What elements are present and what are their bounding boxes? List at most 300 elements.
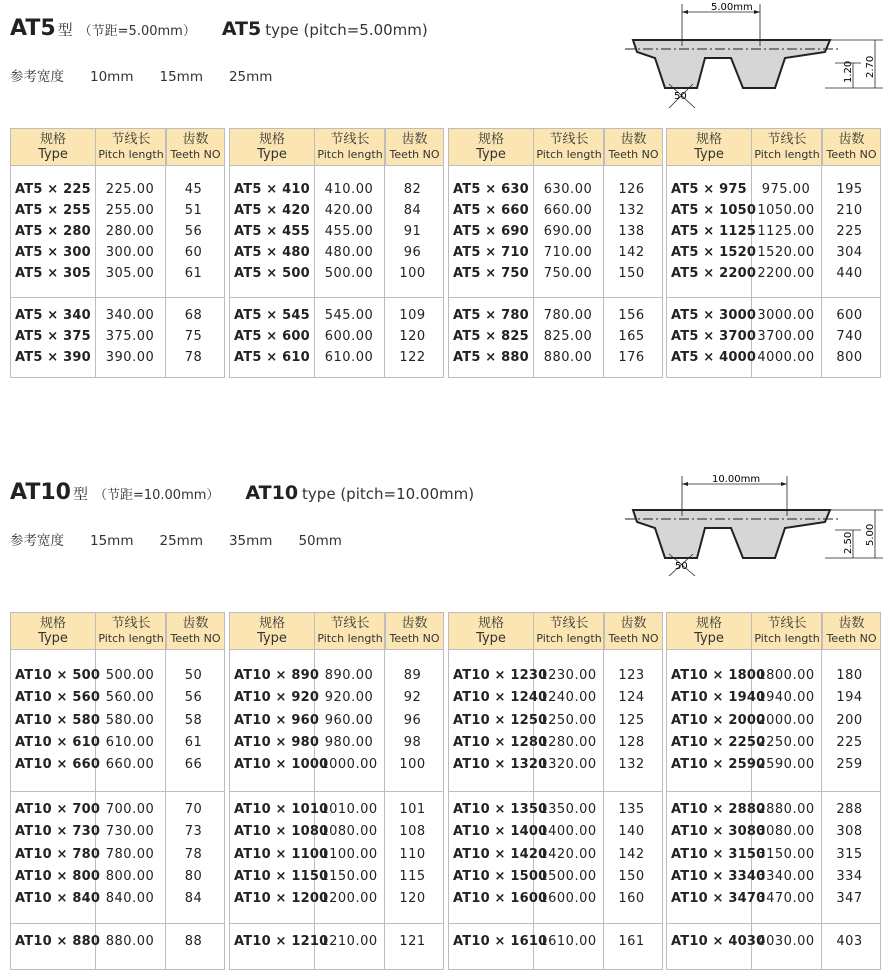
row-pitch-length: 3470.00 xyxy=(757,891,815,907)
row-pitch-length: 560.00 xyxy=(105,690,155,706)
table-row xyxy=(230,844,443,866)
row-pitch-length: 2250.00 xyxy=(757,734,815,750)
row-type: AT5 × 1520 xyxy=(671,245,757,260)
table-row xyxy=(11,200,224,221)
group-divider xyxy=(667,791,880,792)
row-type: AT10 × 1610 xyxy=(453,934,548,949)
at10-widths xyxy=(10,529,368,549)
row-teeth-no: 78 xyxy=(184,350,203,365)
table-row xyxy=(449,665,662,687)
header-type-cn: 规格 xyxy=(695,132,722,147)
row-type: AT5 × 3700 xyxy=(671,329,757,344)
header-teeth-no-cn: 齿数 xyxy=(620,132,647,147)
at5-width: 25mm xyxy=(228,69,273,85)
row-teeth-no: 70 xyxy=(184,802,203,817)
row-type: AT10 × 2000 xyxy=(671,712,766,728)
row-pitch-length: 2200.00 xyxy=(757,266,815,281)
header-type-en: Type xyxy=(476,147,506,162)
row-type: AT10 × 1150 xyxy=(234,868,329,884)
header-type xyxy=(11,129,96,165)
table-row xyxy=(667,221,880,242)
row-teeth-no: 61 xyxy=(184,734,203,750)
row-teeth-no: 123 xyxy=(618,668,645,683)
row-pitch-length: 1940.00 xyxy=(757,690,815,706)
table-row xyxy=(667,687,880,709)
row-pitch-length: 1010.00 xyxy=(320,802,378,817)
table-row xyxy=(11,799,224,821)
row-pitch-length: 660.00 xyxy=(105,757,155,773)
table-row xyxy=(11,710,224,732)
at5-spec-table xyxy=(666,128,881,378)
table-row xyxy=(230,931,443,953)
header-teeth-no-en: Teeth NO xyxy=(389,148,440,161)
table-row xyxy=(230,866,443,888)
table-row xyxy=(230,200,443,221)
table-row xyxy=(667,242,880,263)
table-row xyxy=(230,263,443,284)
row-teeth-no: 50 xyxy=(184,668,203,683)
table-row xyxy=(11,931,224,953)
group-divider xyxy=(449,791,662,792)
table-row xyxy=(449,866,662,888)
at10-width: 15mm xyxy=(90,533,134,549)
at5-widths xyxy=(10,65,298,85)
at5-title-en: type (pitch=5.00mm) xyxy=(265,21,428,39)
row-pitch-length: 710.00 xyxy=(543,245,593,260)
header-pitch-length-cn: 节线长 xyxy=(111,132,151,147)
at10-spec-table xyxy=(448,612,663,970)
at5-diagram-h1: 1.20 xyxy=(843,60,854,83)
table-row xyxy=(449,200,662,221)
row-type: AT5 × 480 xyxy=(234,245,310,260)
row-teeth-no: 78 xyxy=(184,846,203,862)
row-pitch-length: 255.00 xyxy=(105,203,155,218)
table-row xyxy=(667,665,880,687)
table-row xyxy=(11,754,224,776)
table-row xyxy=(230,710,443,732)
row-pitch-length: 1280.00 xyxy=(539,734,597,750)
at5-widths-label: 参考宽度 xyxy=(10,69,64,85)
header-type-en: Type xyxy=(694,147,724,162)
at10-diagram-pitch: 10.00mm xyxy=(712,474,761,485)
row-type: AT10 × 3340 xyxy=(671,868,766,884)
row-teeth-no: 45 xyxy=(184,182,203,197)
row-type: AT10 × 780 xyxy=(15,846,101,862)
header-type xyxy=(11,613,96,649)
header-pitch-length-cn: 节线长 xyxy=(767,132,807,147)
table-row xyxy=(667,305,880,326)
table-row xyxy=(667,326,880,347)
row-teeth-no: 195 xyxy=(836,182,863,197)
row-type: AT5 × 780 xyxy=(453,308,529,323)
table-row xyxy=(11,732,224,754)
header-teeth-no xyxy=(605,613,662,649)
row-teeth-no: 156 xyxy=(618,308,645,323)
row-teeth-no: 135 xyxy=(618,802,645,817)
at5-title-cn: 型 xyxy=(57,21,73,39)
group-divider xyxy=(230,297,443,298)
row-type: AT10 × 3470 xyxy=(671,891,766,907)
row-type: AT5 × 630 xyxy=(453,182,529,197)
header-pitch-length xyxy=(534,613,605,649)
row-pitch-length: 1200.00 xyxy=(320,891,378,907)
group-divider xyxy=(230,923,443,924)
row-type: AT5 × 390 xyxy=(15,350,91,365)
row-teeth-no: 100 xyxy=(399,757,426,773)
row-type: AT10 × 500 xyxy=(15,668,101,683)
row-pitch-length: 1150.00 xyxy=(320,868,378,884)
row-teeth-no: 91 xyxy=(403,224,422,239)
header-pitch-length xyxy=(96,129,167,165)
row-pitch-length: 3700.00 xyxy=(757,329,815,344)
row-teeth-no: 740 xyxy=(836,329,863,344)
row-pitch-length: 4030.00 xyxy=(757,934,815,949)
row-teeth-no: 125 xyxy=(618,712,645,728)
row-type: AT5 × 690 xyxy=(453,224,529,239)
table-header xyxy=(11,129,224,166)
table-row xyxy=(449,242,662,263)
row-pitch-length: 480.00 xyxy=(324,245,374,260)
header-pitch-length-en: Pitch length xyxy=(317,148,383,161)
at10-title-code-en: AT10 xyxy=(245,482,299,504)
row-type: AT5 × 600 xyxy=(234,329,310,344)
row-type: AT5 × 300 xyxy=(15,245,91,260)
header-pitch-length-en: Pitch length xyxy=(754,632,820,645)
row-teeth-no: 138 xyxy=(618,224,645,239)
header-type-cn: 规格 xyxy=(39,132,66,147)
row-type: AT5 × 710 xyxy=(453,245,529,260)
at10-belt-profile-diagram xyxy=(625,468,885,578)
row-pitch-length: 730.00 xyxy=(105,824,155,840)
table-row xyxy=(11,821,224,843)
at5-title xyxy=(10,16,428,41)
table-row xyxy=(449,844,662,866)
header-type xyxy=(667,129,752,165)
row-type: AT10 × 1350 xyxy=(453,802,548,817)
header-pitch-length xyxy=(752,129,823,165)
header-pitch-length-cn: 节线长 xyxy=(330,616,370,631)
at5-spec-table xyxy=(229,128,444,378)
row-pitch-length: 225.00 xyxy=(105,182,155,197)
row-pitch-length: 500.00 xyxy=(324,266,374,281)
group-divider xyxy=(667,923,880,924)
table-row xyxy=(667,931,880,953)
header-type-en: Type xyxy=(694,631,724,646)
table-row xyxy=(230,326,443,347)
row-pitch-length: 1230.00 xyxy=(539,668,597,683)
row-pitch-length: 1240.00 xyxy=(539,690,597,706)
row-type: AT5 × 340 xyxy=(15,308,91,323)
header-type-en: Type xyxy=(257,631,287,646)
header-pitch-length xyxy=(534,129,605,165)
table-row xyxy=(667,799,880,821)
row-teeth-no: 89 xyxy=(403,668,422,683)
table-row xyxy=(667,179,880,200)
table-row xyxy=(11,221,224,242)
row-pitch-length: 1320.00 xyxy=(539,757,597,773)
header-teeth-no xyxy=(167,129,224,165)
table-row xyxy=(11,888,224,910)
row-type: AT10 × 920 xyxy=(234,690,320,706)
row-pitch-length: 3000.00 xyxy=(757,308,815,323)
row-type: AT10 × 2250 xyxy=(671,734,766,750)
row-teeth-no: 142 xyxy=(618,245,645,260)
row-teeth-no: 58 xyxy=(184,712,203,728)
row-teeth-no: 101 xyxy=(399,802,426,817)
row-teeth-no: 92 xyxy=(403,690,422,706)
row-type: AT5 × 1125 xyxy=(671,224,757,239)
at10-diagram-h2: 5.00 xyxy=(865,523,876,546)
table-row xyxy=(11,844,224,866)
at10-width: 50mm xyxy=(298,533,342,549)
table-row xyxy=(667,821,880,843)
at10-widths-label: 参考宽度 xyxy=(10,533,64,549)
row-pitch-length: 840.00 xyxy=(105,891,155,907)
row-type: AT10 × 1080 xyxy=(234,824,329,840)
group-divider xyxy=(11,791,224,792)
row-teeth-no: 75 xyxy=(184,329,203,344)
header-teeth-no xyxy=(386,613,443,649)
row-type: AT10 × 1010 xyxy=(234,802,329,817)
row-pitch-length: 880.00 xyxy=(105,934,155,949)
table-row xyxy=(230,179,443,200)
table-row xyxy=(449,221,662,242)
row-pitch-length: 1210.00 xyxy=(320,934,378,949)
header-teeth-no xyxy=(823,613,880,649)
row-type: AT10 × 610 xyxy=(15,734,101,750)
header-type xyxy=(667,613,752,649)
table-header xyxy=(230,129,443,166)
row-pitch-length: 920.00 xyxy=(324,690,374,706)
at10-diagram-h1: 2.50 xyxy=(843,531,854,554)
group-divider xyxy=(449,923,662,924)
row-teeth-no: 121 xyxy=(399,934,426,949)
row-type: AT10 × 1240 xyxy=(453,690,548,706)
at10-title-note: （节距=10.00mm） xyxy=(93,488,220,503)
row-pitch-length: 410.00 xyxy=(324,182,374,197)
header-teeth-no-cn: 齿数 xyxy=(182,616,209,631)
row-teeth-no: 176 xyxy=(618,350,645,365)
at5-spec-table xyxy=(10,128,225,378)
row-teeth-no: 334 xyxy=(836,868,863,884)
table-row xyxy=(230,821,443,843)
table-header xyxy=(667,613,880,650)
row-type: AT10 × 880 xyxy=(15,934,101,949)
row-type: AT10 × 800 xyxy=(15,868,101,884)
row-type: AT5 × 375 xyxy=(15,329,91,344)
row-teeth-no: 109 xyxy=(399,308,426,323)
at5-diagram-pitch: 5.00mm xyxy=(711,2,753,13)
row-teeth-no: 124 xyxy=(618,690,645,706)
group-divider xyxy=(230,791,443,792)
at10-title-cn: 型 xyxy=(72,485,88,503)
row-type: AT5 × 825 xyxy=(453,329,529,344)
row-teeth-no: 132 xyxy=(618,757,645,773)
header-type-en: Type xyxy=(476,631,506,646)
table-row xyxy=(230,305,443,326)
table-row xyxy=(11,347,224,368)
row-type: AT10 × 840 xyxy=(15,891,101,907)
row-type: AT10 × 560 xyxy=(15,690,101,706)
row-teeth-no: 194 xyxy=(836,690,863,706)
table-row xyxy=(11,263,224,284)
row-teeth-no: 120 xyxy=(399,329,426,344)
table-row xyxy=(11,305,224,326)
row-teeth-no: 259 xyxy=(836,757,863,773)
row-pitch-length: 3080.00 xyxy=(757,824,815,840)
row-pitch-length: 1100.00 xyxy=(320,846,378,862)
table-row xyxy=(230,732,443,754)
row-type: AT5 × 2200 xyxy=(671,266,757,281)
row-pitch-length: 690.00 xyxy=(543,224,593,239)
at5-diagram-angle: 50 xyxy=(674,91,687,102)
header-teeth-no-en: Teeth NO xyxy=(608,148,659,161)
table-row xyxy=(11,866,224,888)
header-teeth-no-en: Teeth NO xyxy=(170,632,221,645)
row-teeth-no: 315 xyxy=(836,846,863,862)
row-pitch-length: 4000.00 xyxy=(757,350,815,365)
row-pitch-length: 375.00 xyxy=(105,329,155,344)
header-pitch-length xyxy=(96,613,167,649)
header-type xyxy=(449,129,534,165)
group-divider xyxy=(11,923,224,924)
table-row xyxy=(11,665,224,687)
header-pitch-length-en: Pitch length xyxy=(317,632,383,645)
row-pitch-length: 960.00 xyxy=(324,712,374,728)
table-row xyxy=(230,347,443,368)
row-teeth-no: 51 xyxy=(184,203,203,218)
row-pitch-length: 630.00 xyxy=(543,182,593,197)
row-type: AT10 × 1280 xyxy=(453,734,548,750)
table-row xyxy=(667,754,880,776)
row-teeth-no: 115 xyxy=(399,868,426,884)
at10-diagram-angle: 50 xyxy=(675,561,688,572)
row-type: AT5 × 545 xyxy=(234,308,310,323)
row-type: AT5 × 975 xyxy=(671,182,747,197)
row-type: AT5 × 750 xyxy=(453,266,529,281)
row-pitch-length: 890.00 xyxy=(324,668,374,683)
table-row xyxy=(667,844,880,866)
row-pitch-length: 610.00 xyxy=(105,734,155,750)
row-pitch-length: 1125.00 xyxy=(757,224,815,239)
at10-title xyxy=(10,480,474,505)
row-pitch-length: 610.00 xyxy=(324,350,374,365)
row-pitch-length: 2590.00 xyxy=(757,757,815,773)
row-teeth-no: 800 xyxy=(836,350,863,365)
header-type-en: Type xyxy=(257,147,287,162)
row-pitch-length: 500.00 xyxy=(105,668,155,683)
header-type-cn: 规格 xyxy=(258,616,285,631)
row-pitch-length: 1520.00 xyxy=(757,245,815,260)
row-teeth-no: 73 xyxy=(184,824,203,840)
row-teeth-no: 120 xyxy=(399,891,426,907)
row-type: AT10 × 1600 xyxy=(453,891,548,907)
table-header xyxy=(449,613,662,650)
table-row xyxy=(11,179,224,200)
row-teeth-no: 403 xyxy=(836,934,863,949)
row-teeth-no: 160 xyxy=(618,891,645,907)
row-teeth-no: 132 xyxy=(618,203,645,218)
row-type: AT10 × 1940 xyxy=(671,690,766,706)
row-type: AT10 × 660 xyxy=(15,757,101,773)
row-type: AT10 × 1400 xyxy=(453,824,548,840)
header-pitch-length xyxy=(752,613,823,649)
row-teeth-no: 128 xyxy=(618,734,645,750)
row-teeth-no: 225 xyxy=(836,224,863,239)
row-type: AT10 × 890 xyxy=(234,668,320,683)
at5-title-note: （节距=5.00mm） xyxy=(78,24,196,39)
row-pitch-length: 700.00 xyxy=(105,802,155,817)
group-divider xyxy=(667,297,880,298)
row-type: AT10 × 700 xyxy=(15,802,101,817)
header-type-en: Type xyxy=(38,147,68,162)
header-type xyxy=(449,613,534,649)
at5-belt-profile-diagram xyxy=(625,0,885,110)
table-row xyxy=(449,931,662,953)
row-pitch-length: 1800.00 xyxy=(757,668,815,683)
row-teeth-no: 150 xyxy=(618,868,645,884)
row-type: AT10 × 1100 xyxy=(234,846,329,862)
group-divider xyxy=(449,297,662,298)
row-type: AT10 × 4030 xyxy=(671,934,766,949)
row-teeth-no: 308 xyxy=(836,824,863,840)
row-teeth-no: 200 xyxy=(836,712,863,728)
row-type: AT5 × 305 xyxy=(15,266,91,281)
at10-title-code: AT10 xyxy=(10,480,71,505)
at5-title-code-en: AT5 xyxy=(221,18,262,40)
row-teeth-no: 84 xyxy=(403,203,422,218)
table-row xyxy=(667,888,880,910)
row-pitch-length: 1250.00 xyxy=(539,712,597,728)
row-teeth-no: 210 xyxy=(836,203,863,218)
header-teeth-no-cn: 齿数 xyxy=(620,616,647,631)
row-type: AT10 × 1000 xyxy=(234,757,329,773)
table-row xyxy=(667,710,880,732)
header-pitch-length-en: Pitch length xyxy=(98,148,164,161)
row-teeth-no: 440 xyxy=(836,266,863,281)
row-type: AT10 × 3080 xyxy=(671,824,766,840)
row-type: AT5 × 1050 xyxy=(671,203,757,218)
row-teeth-no: 68 xyxy=(184,308,203,323)
row-type: AT10 × 580 xyxy=(15,712,101,728)
table-row xyxy=(449,326,662,347)
row-pitch-length: 880.00 xyxy=(543,350,593,365)
table-header xyxy=(449,129,662,166)
table-row xyxy=(449,799,662,821)
table-row xyxy=(230,221,443,242)
row-pitch-length: 1610.00 xyxy=(539,934,597,949)
at10-width: 25mm xyxy=(159,533,203,549)
header-teeth-no-en: Teeth NO xyxy=(170,148,221,161)
table-row xyxy=(667,200,880,221)
header-pitch-length-cn: 节线长 xyxy=(330,132,370,147)
row-type: AT10 × 1210 xyxy=(234,934,329,949)
row-teeth-no: 84 xyxy=(184,891,203,907)
header-pitch-length xyxy=(315,613,386,649)
row-pitch-length: 420.00 xyxy=(324,203,374,218)
row-teeth-no: 88 xyxy=(184,934,203,949)
header-type xyxy=(230,613,315,649)
header-pitch-length-en: Pitch length xyxy=(536,632,602,645)
row-pitch-length: 800.00 xyxy=(105,868,155,884)
row-type: AT5 × 225 xyxy=(15,182,91,197)
table-row xyxy=(449,687,662,709)
at10-title-en: type (pitch=10.00mm) xyxy=(302,485,475,503)
table-header xyxy=(667,129,880,166)
row-pitch-length: 825.00 xyxy=(543,329,593,344)
header-teeth-no xyxy=(605,129,662,165)
row-pitch-length: 300.00 xyxy=(105,245,155,260)
